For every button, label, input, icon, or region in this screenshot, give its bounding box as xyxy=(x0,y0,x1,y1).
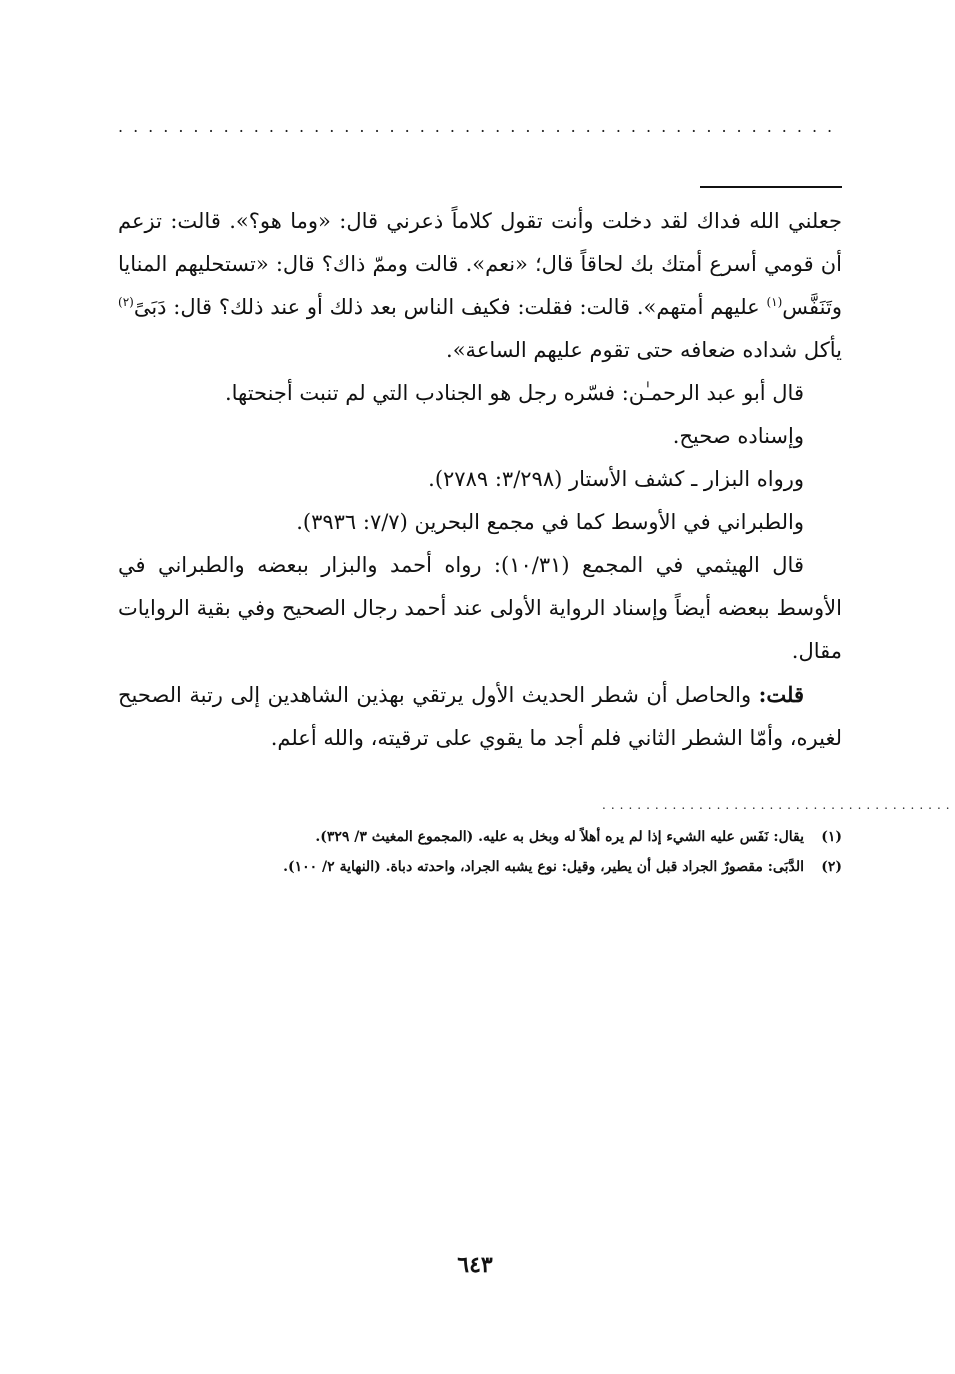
paragraph-text: يأكل شداده ضعافه حتى تقوم عليهم الساعة». xyxy=(446,338,842,362)
paragraph-bazzar: ورواه البزار ـ كشف الأستار (٣/٢٩٨: ٢٧٨٩). xyxy=(428,467,804,491)
paragraph-text: عليهم أمتهم». قالت: فقلت: فكيف الناس بعد ذلك أو عند ذلك؟ قال: دَبَىً xyxy=(133,295,767,319)
paragraph-haythami: قال الهيثمي في المجمع (١٠/٣١): رواه أحمد والبزار ببعضه والطبراني في الأوسط ببعضه أيضاً وإسناد الرواية الأولى عند أحمد رجال الصحيح وفي بقية الروايات مقال. xyxy=(118,553,842,663)
footnote-text: يقال: نَفَس عليه الشيء إذا لم يره أهلاً له وبخل به عليه. (المجموع المغيث ٣/ ٣٢٩). xyxy=(315,829,804,845)
conclusion-lead: قلت: xyxy=(758,682,804,707)
page-number: ٦٤٣ xyxy=(457,1252,493,1278)
top-short-rule xyxy=(700,186,842,188)
paragraph-hadith-continuation xyxy=(118,200,842,372)
footnote-item xyxy=(118,852,842,882)
footnote-separator: ........................................ xyxy=(602,798,955,812)
paragraph-text: والحاصل أن شطر الحديث الأول يرتقي بهذين الشاهدين إلى رتبة الصحيح لغيره، وأمّا الشطر الثاني فلم أجد ما يقوي على ترقيته، والله أعلم. xyxy=(118,683,842,750)
footnote-text: الدَّبَى: مقصورٌ الجراد قبل أن يطير، وقيل: نوع يشبه الجراد، واحدته دباة. (النهاية ٢/ ١٠٠). xyxy=(283,859,804,875)
paragraph-explanation: قال أبو عبد الرحمـٰن: فسّره رجل هو الجنادب التي لم تنبت أجنحتها. xyxy=(224,381,804,405)
top-dotted-separator: ................................................ xyxy=(118,117,843,136)
footnote-ref-1[interactable]: (١) xyxy=(766,295,783,309)
main-text xyxy=(118,200,842,760)
paragraph-text: جعلني الله فداك لقد دخلت وأنت تقول كلاماً ذعرني قال: «وما هو؟». قالت: تزعم أن قومي أسرع أمتك بك لحاقاً قال؛ «نعم». قالت وممّ ذاك؟ قال: «تستحليهم المنايا وتَنَفَّس xyxy=(118,209,842,319)
footnote-item xyxy=(118,822,842,852)
footnotes xyxy=(118,822,842,882)
footnote-ref-2[interactable]: (٢) xyxy=(118,295,134,309)
footnote-number: (٢) xyxy=(821,859,842,875)
footnote-number: (١) xyxy=(821,829,842,845)
paragraph-isnad: وإسناده صحيح. xyxy=(672,424,804,448)
paragraph-conclusion xyxy=(118,673,842,760)
paragraph-tabarani: والطبراني في الأوسط كما في مجمع البحرين (٧/٧: ٣٩٣٦). xyxy=(296,510,804,534)
